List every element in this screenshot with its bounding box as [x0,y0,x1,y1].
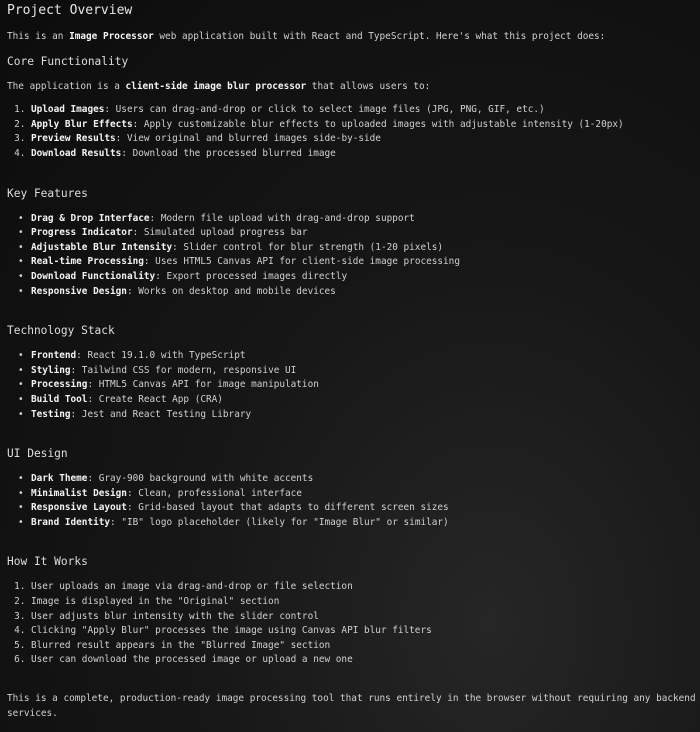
section-heading-design: UI Design [7,447,68,461]
item-text: : Grid-based layout that adapts to different screen sizes [126,502,449,514]
item-text: : Users can drag-and-drop or click to select image files (JPG, PNG, GIF, etc.) [104,104,545,116]
list-item [31,118,697,133]
list-item [31,241,697,256]
intro-bold: Image Processor [69,31,154,42]
list-item: 2. Image is displayed in the "Original" section [31,595,697,610]
section-heading-how: How It Works [7,555,88,569]
list-item [31,472,697,487]
intro-text-end: web application built with React and TypeScript. Here's what this project does: [153,31,606,42]
item-label: Drag & Drop Interface [31,212,150,224]
list-item: 1. User uploads an image via drag-and-drop or file selection [31,580,697,595]
list-item: 6. User can download the processed image or upload a new one [31,653,697,668]
list-item [31,516,697,531]
item-label: Upload Images [31,104,105,116]
item-label: Testing [31,408,71,420]
item-label: Download Functionality [31,270,156,282]
design-list [7,472,697,530]
item-text: : Works on desktop and mobile devices [126,285,336,297]
core-desc-text-end: that allows users to: [306,80,431,92]
list-item [31,393,697,408]
list-item [31,103,697,118]
item-text: : Uses HTML5 Canvas API for client-side image processing [143,256,460,268]
core-list [7,103,697,161]
item-label: Processing [31,379,88,391]
item-label: Real-time Processing [31,256,144,268]
list-item: 5. Blurred result appears in the "Blurred Image" section [31,639,697,654]
page-title: Project Overview [7,3,133,18]
section-heading-core: Core Functionality [7,54,129,68]
item-text: : Apply customizable blur effects to uploaded images with adjustable intensity (1-20px) [132,118,624,130]
item-text: : Simulated upload progress bar [132,227,308,239]
features-list [7,212,697,300]
item-label: Responsive Design [31,285,127,297]
item-text: : Create React App (CRA) [87,393,223,405]
item-text: : Download the processed blurred image [121,147,336,159]
item-label: Build Tool [31,393,88,405]
list-item [31,132,697,147]
item-text: : Jest and React Testing Library [70,408,252,420]
section-heading-features: Key Features [7,186,88,200]
list-item [31,364,697,379]
item-text: : "IB" logo placeholder (likely for "Image Blur" or similar) [110,516,449,528]
item-text: : Slider control for blur strength (1-20 pixels) [172,241,444,253]
list-item [31,270,697,285]
item-label: Progress Indicator [31,227,133,239]
core-description [7,80,697,95]
item-text: : View original and blurred images side-by-side [115,133,381,145]
stack-list [7,349,697,422]
list-item [31,349,697,364]
list-item [31,147,697,162]
item-text: : Gray-900 background with white accents [87,473,314,485]
list-item: 3. User adjusts blur intensity with the slider control [31,610,697,625]
item-label: Responsive Layout [31,502,127,514]
list-item [31,285,697,300]
core-desc-bold: client-side image blur processor [125,80,307,92]
item-label: Brand Identity [31,516,111,528]
list-item [31,408,697,423]
list-item [31,501,697,516]
item-label: Download Results [31,147,122,159]
item-label: Styling [31,364,71,376]
list-item [31,226,697,241]
item-label: Dark Theme [31,473,88,485]
intro-paragraph [7,30,697,45]
closing-paragraph: This is a complete, production-ready image processing tool that runs entirely in the browser without requiring any backend services. [7,693,696,719]
document [7,0,697,721]
how-list [7,580,697,668]
item-text: : Export processed images directly [155,270,348,282]
item-text: : React 19.1.0 with TypeScript [76,350,246,362]
item-text: : HTML5 Canvas API for image manipulation [87,379,319,391]
list-item [31,378,697,393]
item-label: Adjustable Blur Intensity [31,241,173,253]
item-text: : Modern file upload with drag-and-drop support [149,212,415,224]
item-text: : Tailwind CSS for modern, responsive UI [70,364,297,376]
core-desc-text: The application is a [7,80,126,92]
list-item [31,212,697,227]
item-label: Frontend [31,350,77,362]
item-text: : Clean, professional interface [126,487,302,499]
item-label: Preview Results [31,133,116,145]
item-label: Minimalist Design [31,487,127,499]
list-item [31,255,697,270]
list-item [31,487,697,502]
item-label: Apply Blur Effects [31,118,133,130]
list-item: 4. Clicking "Apply Blur" processes the image using Canvas API blur filters [31,624,697,639]
section-heading-stack: Technology Stack [7,324,115,338]
intro-text: This is an [7,31,70,42]
